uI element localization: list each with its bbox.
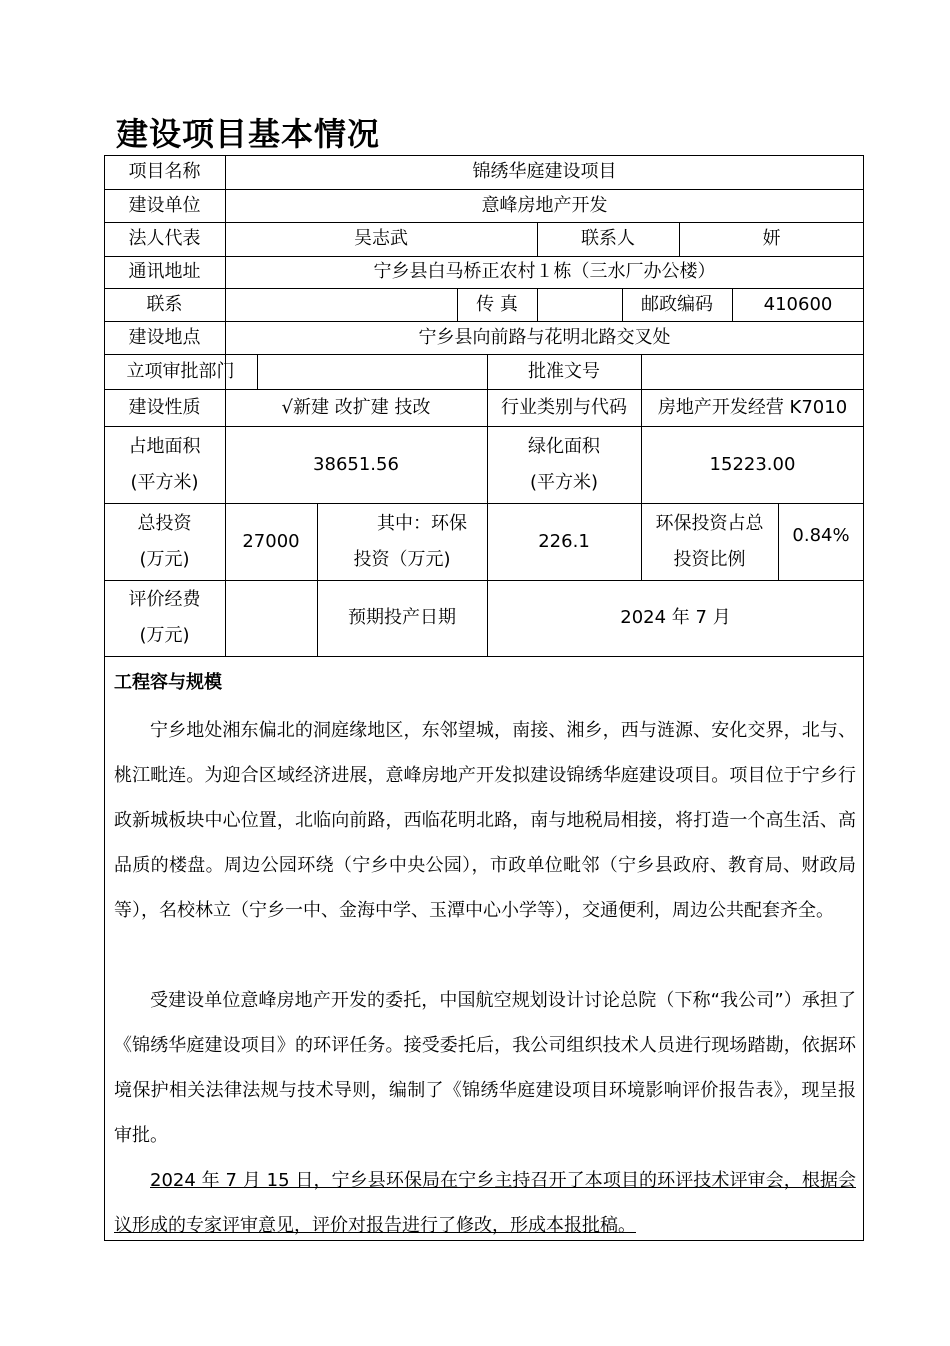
body-paragraph: 宁乡地处湘东偏北的洞庭缘地区，东邻望城，南接、湘乡，西与涟源、安化交界，北与、桃江毗连。为迎合区域经济进展，意峰房地产开发拟建设锦绣华庭建设项目。项目位于宁乡行政新城板块中心位置，北临向前路，西临花明北路，南与地税局相接，将打造一个高生活、高品质的楼盘。周边公园环绕（宁乡中央公园），市政单位毗邻（宁乡县政府、教育局、财政局等），名校林立（宁乡一中、金海中学、玉潭中心小学等），交通便利，周边公共配套齐全。 [114,720,856,921]
green-area-label-text: 绿化面积 [528,435,600,457]
contact-person-label: 联系人 [581,228,635,249]
land-area-label [104,426,225,503]
env-ratio-label [641,503,778,580]
nature-value: √新建 改扩建 技改 [281,396,431,418]
approval-no-label: 批准文号 [528,360,600,382]
fax-value [537,288,622,321]
land-area-value: 38651.56 [313,453,399,475]
start-date-value: 2024 年 7 月 [620,607,731,628]
contact-person-value: 妍 [762,228,781,249]
nature-label: 建设性质 [128,396,201,418]
env-ratio-value: 0.84% [792,524,850,546]
env-invest-unit: 投资（万元) [353,548,451,570]
site-label: 建设地点 [128,326,201,348]
body-paragraph-underlined: 2024 年 7 月 15 日，宁乡县环保局在宁乡主持召开了本项目的环评技术评审会，根据会议形成的专家评审意见，评价对报告进行了修改，形成本报批稿。 [114,1170,856,1236]
build-unit-label: 建设单位 [128,194,201,216]
eval-fee-label [104,580,225,656]
eval-fee-label-text: 评价经费 [128,589,201,610]
body-paragraph: 受建设单位意峰房地产开发的委托，中国航空规划设计讨论总院（下称“我公司”）承担了《锦绣华庭建设项目》的环评任务。接受委托后，我公司组织技术人员进行现场踏勘，依据环境保护相关法律法规与技术导则，编制了《锦绣华庭建设项目环境影响评价报告表》，现呈报审批。 [114,990,856,1146]
build-unit-value: 意峰房地产开发 [481,194,608,216]
approval-no-value [641,354,864,389]
total-invest-value: 27000 [242,530,300,552]
start-date-label: 预期投产日期 [348,607,456,628]
green-area-unit: (平方米) [529,471,599,493]
industry-value: 房地产开发经营 K7010 [657,396,848,418]
legal-rep-label: 法人代表 [128,228,201,249]
page-title: 建设项目基本情况 [116,115,381,153]
project-name-value: 锦绣华庭建设项目 [472,161,617,182]
industry-label: 行业类别与代码 [501,396,627,418]
postcode-label: 邮政编码 [641,293,713,315]
eval-fee-value [225,580,317,656]
contact-label: 联系 [146,293,183,315]
env-invest-label [317,503,487,580]
site-value: 宁乡县向前路与花明北路交叉处 [418,326,671,348]
legal-rep-value: 吴志武 [354,228,408,249]
total-invest-label-text: 总投资 [137,512,192,534]
land-area-label-text: 占地面积 [128,435,201,457]
env-invest-label-text: 其中：环保 [377,512,467,534]
address-value: 宁乡县白马桥正农村１栋（三水厂办公楼） [373,261,716,282]
approval-dept-value [257,354,487,389]
postcode-value: 410600 [763,293,833,315]
env-ratio-label-text: 环保投资占总 [655,512,764,534]
address-label: 通讯地址 [128,261,201,282]
total-invest-label [104,503,225,580]
contact-value [225,288,457,321]
env-ratio-unit: 投资比例 [673,548,746,570]
total-invest-unit: (万元) [139,548,190,570]
green-area-value: 15223.00 [709,453,796,475]
land-area-unit: (平方米) [130,471,199,493]
eval-fee-unit: (万元) [139,625,190,646]
env-invest-value: 226.1 [538,530,590,552]
green-area-label [487,426,641,503]
section-heading: 工程容与规模 [114,672,222,693]
row-divider [104,656,864,657]
fax-label: 传 真 [476,293,518,315]
project-name-label: 项目名称 [128,161,201,182]
approval-dept-label: 立项审批部门 [126,360,235,382]
